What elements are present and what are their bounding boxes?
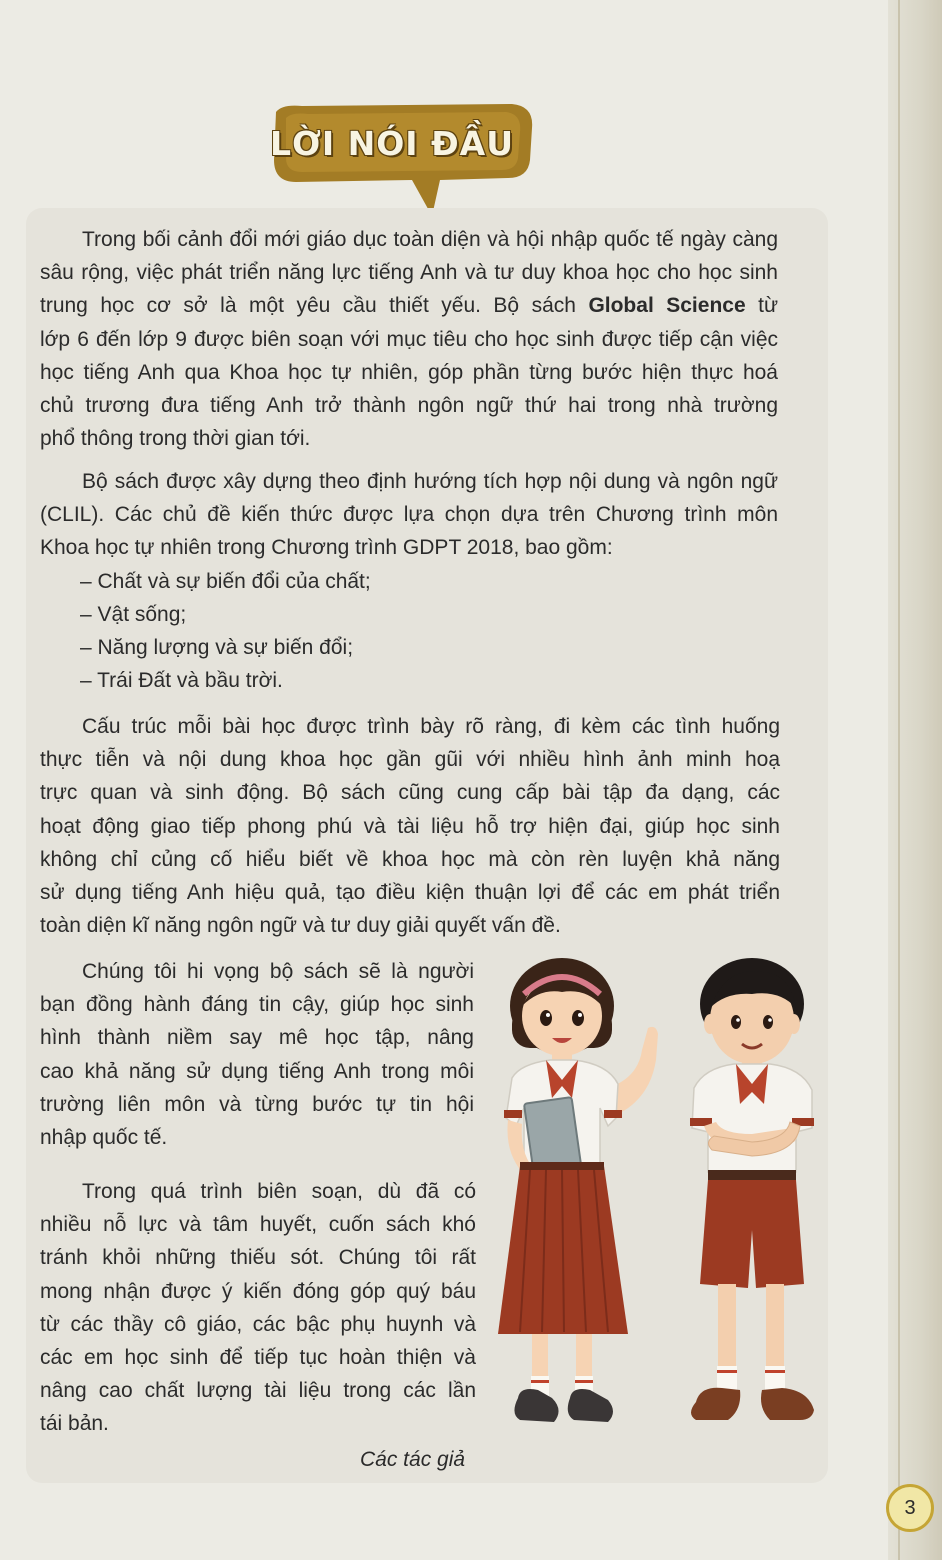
topic-list-item: – Chất và sự biến đổi của chất; bbox=[80, 569, 371, 593]
title-banner bbox=[262, 98, 542, 218]
text-line: toàn diện kĩ năng ngôn ngữ và tư duy giải quyết vấn đề. bbox=[40, 914, 561, 938]
text-line: cao khả năng sử dụng tiếng Anh trong môi bbox=[40, 1059, 474, 1083]
text-line: sử dụng tiếng Anh hiệu quả, tạo điều kiện thuận lợi để các em phát triển bbox=[40, 881, 780, 905]
students-icon bbox=[490, 958, 830, 1458]
text-line bbox=[40, 289, 778, 322]
text-segment: từ bbox=[745, 294, 779, 318]
text-line: từ các thầy cô giáo, các bậc phụ huynh và bbox=[40, 1312, 476, 1336]
girl-figure bbox=[498, 958, 658, 1422]
text-line: tránh khỏi những thiếu sót. Chúng tôi rất bbox=[40, 1246, 476, 1270]
text-line: thực tiễn và nội dung khoa học gần gũi với nhiều hình ảnh minh hoạ bbox=[40, 748, 780, 772]
text-line: Trong bối cảnh đổi mới giáo dục toàn diện và hội nhập quốc tế ngày càng bbox=[82, 228, 778, 251]
page-edge-line bbox=[898, 0, 900, 1560]
boy-figure bbox=[690, 958, 814, 1420]
text-line: bạn đồng hành đáng tin cậy, giúp học sinh bbox=[40, 993, 474, 1017]
page-number: 3 bbox=[886, 1484, 934, 1532]
paragraph-structure bbox=[40, 710, 780, 942]
signature: Các tác giả bbox=[360, 1448, 466, 1471]
text-line: các em học sinh để tiếp tục hoàn thiện và bbox=[40, 1346, 476, 1370]
text-line: trường liên môn và từng bước tự tin hội bbox=[40, 1092, 474, 1116]
text-line: Khoa học tự nhiên trong Chương trình GDPT 2018, bao gồm: bbox=[40, 536, 613, 560]
text-line: không chỉ củng cố hiểu biết về khoa học mà còn rèn luyện khả năng bbox=[40, 847, 780, 871]
text-line: Trong quá trình biên soạn, dù đã có bbox=[82, 1180, 476, 1203]
text-line: Chúng tôi hi vọng bộ sách sẽ là người bbox=[82, 960, 474, 983]
text-line: chủ trương đưa tiếng Anh trở thành ngôn ngữ thứ hai trong nhà trường bbox=[40, 394, 778, 418]
text-line: hoạt động giao tiếp phong phú và tài liệu hỗ trợ hiện đại, giúp học sinh bbox=[40, 814, 780, 838]
text-line: phổ thông trong thời gian tới. bbox=[40, 427, 311, 451]
text-line: nhiều nỗ lực và tâm huyết, cuốn sách khó bbox=[40, 1213, 476, 1237]
text-line: nâng cao chất lượng tài liệu trong các lần bbox=[40, 1379, 476, 1403]
text-line: Bộ sách được xây dựng theo định hướng tích hợp nội dung và ngôn ngữ bbox=[82, 470, 778, 493]
paragraph-hope bbox=[40, 955, 474, 1154]
text-line: sâu rộng, việc phát triển năng lực tiếng Anh và tư duy khoa học cho học sinh bbox=[40, 261, 778, 285]
topic-list-item: – Trái Đất và bầu trời. bbox=[80, 669, 283, 693]
topic-list-item: – Năng lượng và sự biến đổi; bbox=[80, 636, 354, 660]
text-line: trực quan và sinh động. Bộ sách cũng cung cấp bài tập đa dạng, các bbox=[40, 781, 780, 805]
text-line: tái bản. bbox=[40, 1412, 109, 1436]
paragraph-approach bbox=[40, 465, 778, 697]
page-edge bbox=[888, 0, 942, 1560]
text-line: lớp 6 đến lớp 9 được biên soạn với mục tiêu cho học sinh được tiếp cận việc bbox=[40, 327, 778, 351]
topic-list-item: – Vật sống; bbox=[80, 602, 187, 626]
book-title: Global Science bbox=[588, 294, 746, 318]
page-title: LỜI NÓI ĐẦU bbox=[269, 124, 515, 163]
text-line: học tiếng Anh qua Khoa học tự nhiên, góp phần từng bước hiện thực hoá bbox=[40, 360, 778, 384]
text-line: mong nhận được ý kiến đóng góp quý báu bbox=[40, 1279, 476, 1303]
text-line: hình thành niềm say mê học tập, nâng bbox=[40, 1026, 474, 1050]
paragraph-feedback bbox=[40, 1175, 476, 1441]
text-line: Cấu trúc mỗi bài học được trình bày rõ ràng, đi kèm các tình huống bbox=[82, 715, 780, 738]
text-line: (CLIL). Các chủ đề kiến thức được lựa chọn dựa trên Chương trình môn bbox=[40, 503, 778, 527]
text-segment: trung học cơ sở là một yêu cầu thiết yếu. Bộ sách bbox=[40, 294, 576, 318]
text-line: nhập quốc tế. bbox=[40, 1126, 168, 1150]
students-illustration bbox=[490, 958, 830, 1463]
paragraph-intro bbox=[40, 223, 778, 455]
